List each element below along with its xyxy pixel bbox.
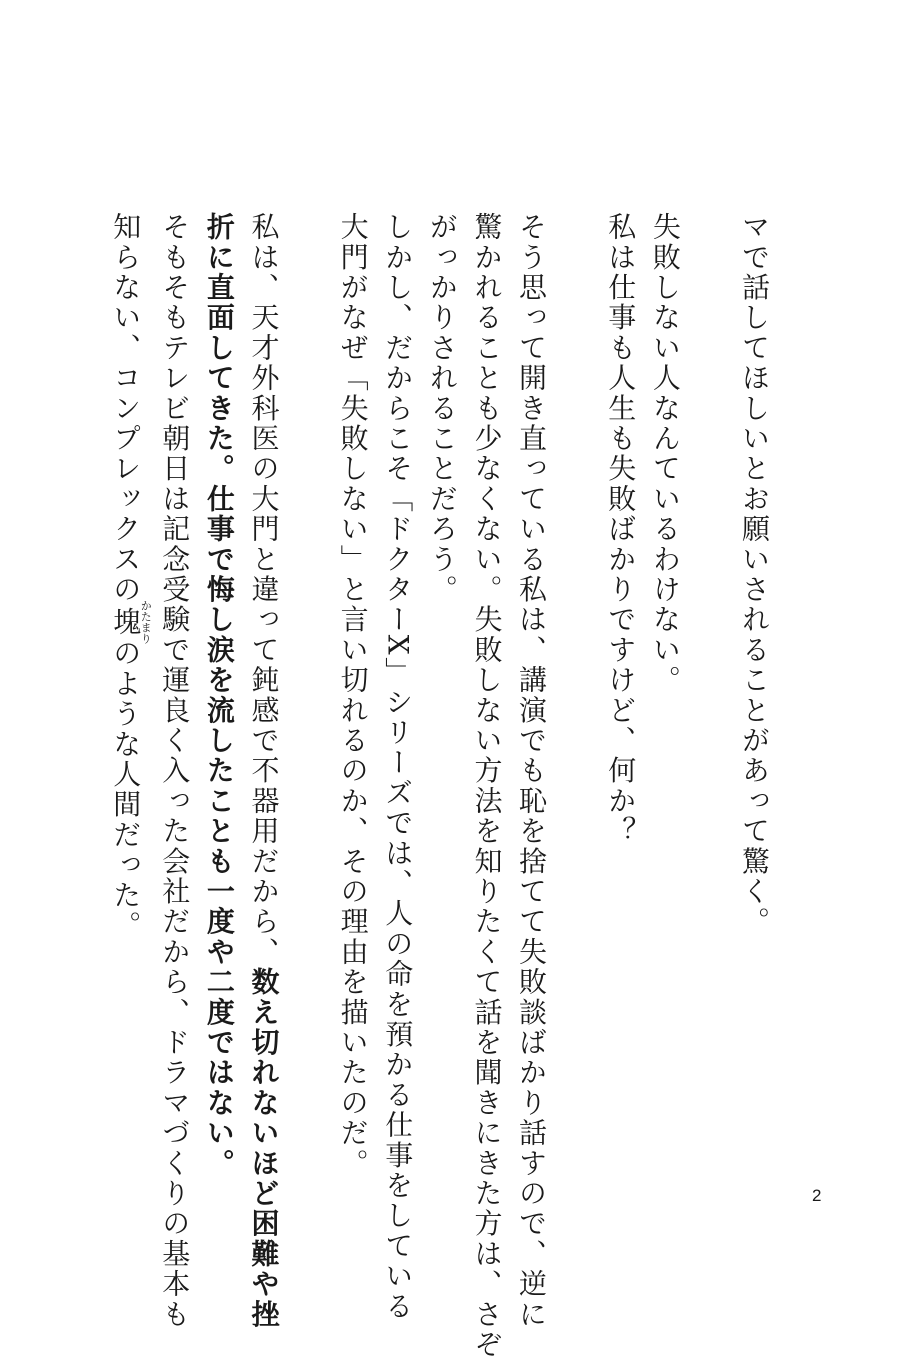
paragraph-gap [687,212,732,1112]
text-line: しかし、だからこそ「ドクターX」シリーズでは、人の命を預かる仕事をしている [381,212,415,1322]
ruby-reading: かたまり [139,599,153,644]
text-line: そもそもテレビ朝日は記念受験で運良く入った会社だから、ドラマづくりの基本も [158,212,192,1330]
ruby-base: 塊 [109,599,143,644]
text-line: そう思って開き直っている私は、講演でも恥を捨てて失敗談ばかり話すので、逆に [515,212,549,1330]
text-segment: のような人間だった。 [109,638,143,941]
text-line [241,212,286,1330]
emphasis-text: 数え切れないほど困難や挫 [247,967,281,1330]
text-line: がっかりされることだろう。 [425,212,459,605]
text-line: マで話してほしいとお願いされることがあって驚く。 [738,212,771,937]
text-line: 失敗しない人なんているわけない。 [648,212,682,696]
text-line: 私は仕事も人生も失敗ばかりですけど、何か？ [604,212,638,847]
ruby-word [109,599,153,644]
text-line: 大門がなぜ「失敗しない」と言い切れるのか、その理由を描いたのだ。 [336,212,370,1179]
vertical-text-body [109,212,776,1360]
paragraph-gap [285,212,330,1112]
text-segment: 知らない、コンプレックスの [109,212,143,605]
text-line: 驚かれることも少なくない。失敗しない方法を知りたくて話を聞きにきた方は、さぞ [470,212,504,1360]
page-number: 2 [812,1186,822,1205]
text-segment: 私は、天才外科医の大門と違って鈍感で不器用だから、 [247,212,281,967]
emphasis-line: 折に直面してきた。仕事で悔し涙を流したことも一度や二度ではない。 [202,212,236,1179]
text-line [103,212,152,1112]
paragraph-gap [553,212,598,1112]
